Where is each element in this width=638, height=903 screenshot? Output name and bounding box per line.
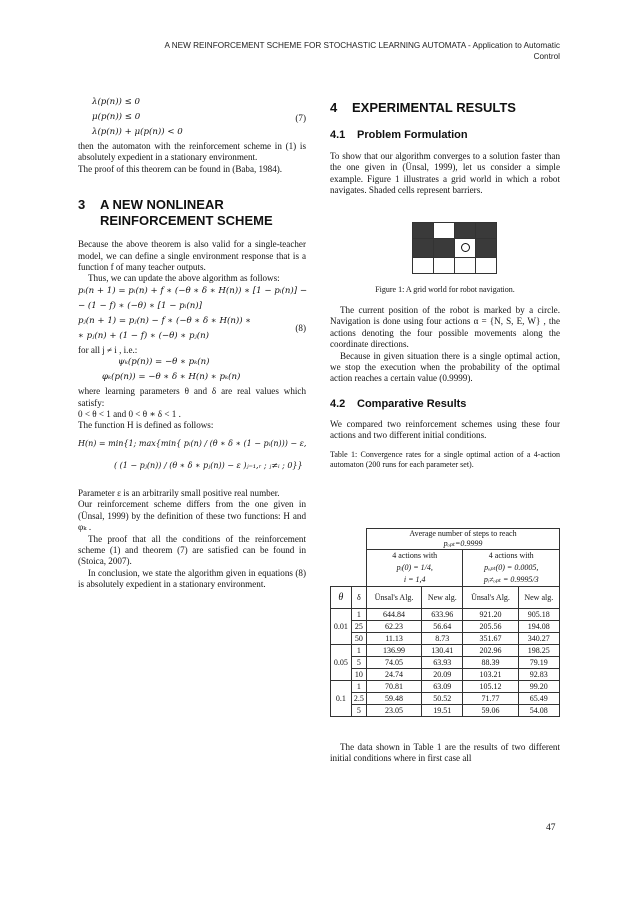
psi-equation: ψₖ(p(n)) = −θ ∗ pₖ(n) [118,357,210,368]
table-cell: 62.23 [367,621,422,633]
running-header [90,40,560,62]
table-cell: 644.84 [367,609,422,621]
table-top-header: Average number of steps to reach pₒₚₜ=0.9999 [367,529,560,550]
eq7-line1: λ(p(n)) ≤ 0 [92,97,141,107]
paragraph: To show that our algorithm converges to a solution faster than the one given in (Ünsal, 1999), let us consider a simple example. Figure 1 illustrates a grid world in which a robot navigates. Shaded cells represent barriers. [330,151,560,196]
eq7-line2: μ(p(n)) ≤ 0 [92,112,141,122]
page-number: 47 [546,823,556,833]
paragraph: where learning parameters θ and δ are real values which satisfy: [78,386,306,408]
section-number: 3 [78,197,86,213]
h-definition [78,432,306,488]
table-cell: 1 [351,681,366,693]
subsection-number: 4.2 [330,397,346,410]
section-number: 4 [330,100,338,115]
paragraph: Because in given situation there is a single optimal action, we stop the execution when the probability of the optimal action reaches a certain value (0.9999). [330,350,560,384]
table-cell: 63.09 [422,681,463,693]
right-column-end [330,742,560,765]
table-cell: 5 [351,705,366,717]
equation-7 [78,96,306,141]
paragraph: The data shown in Table 1 are the results of two different initial conditions where in first case all [330,742,560,764]
table-cell: 1 [351,645,366,657]
free-cell [434,258,455,274]
paragraph: Our reinforcement scheme differs from the one given in (Ünsal, 1999) by the definition of these two functions: H and φₖ . [78,499,306,533]
paragraph: Because the above theorem is also valid for a single-teacher model, we can define a single environment response that is a function f of many teacher outputs. [78,239,306,273]
table-cell: 11.13 [367,633,422,645]
barrier-cell [413,239,434,258]
subsection-title: Comparative Results [357,397,467,410]
table-cell: 202.96 [463,645,518,657]
section-title: REINFORCEMENT SCHEME [100,213,273,229]
table-cell: 205.56 [463,621,518,633]
eq7-number: (7) [295,113,306,123]
table-cell: 103.21 [463,669,518,681]
table-cell: 5 [351,657,366,669]
free-cell [413,258,434,274]
free-cell [476,258,497,274]
eq8-number: (8) [295,322,306,333]
barrier-cell [476,239,497,258]
unsal-header: Ünsal's Alg. [367,587,422,609]
table-cell: 351.67 [463,633,518,645]
table-cell: 59.06 [463,705,518,717]
subsection-title: Problem Formulation [357,129,468,141]
right-column [330,96,560,197]
paragraph: In conclusion, we state the algorithm given in equations (8) is absolutely expedient in a stationary environment. [78,567,306,590]
table-cell: 25 [351,621,366,633]
paragraph: for all j ≠ i , i.e.: [78,344,138,355]
table-cell: 79.19 [518,657,559,669]
table-cell: 92.83 [518,669,559,681]
robot-circle-icon [461,243,470,252]
eq8-line1: pᵢ(n + 1) = pᵢ(n) + f ∗ (−θ ∗ δ ∗ H(n)) ∗ [1 − pᵢ(n)] − [78,285,308,296]
table-caption: Table 1: Convergence rates for a single optimal action of a 4-action automaton (200 runs for each parameter set). [330,449,560,469]
paragraph: The proof that all the conditions of the reinforcement scheme (1) and theorem (7) are satisfied can be found in (Stoica, 2007). [78,533,306,567]
table-cell: 50.52 [422,693,463,705]
paragraph: Thus, we can update the above algorithm as follows: [88,273,280,284]
condition-1-header: 4 actions with pᵢ(0) = 1/4, i = 1,4 [367,550,463,587]
table-cell: 1 [351,609,366,621]
paragraph: We compared two reinforcement schemes using these four actions and two different initial conditions. [330,418,560,441]
section-title: A NEW NONLINEAR [100,197,224,213]
grid-world-figure [412,222,497,274]
results-table [330,528,560,717]
delta-header: δ [351,587,366,609]
eq8-line4: ∗ pⱼ(n) + (1 − f) ∗ (−θ) ∗ pⱼ(n) [78,330,209,341]
unsal-header: Ünsal's Alg. [463,587,518,609]
running-header-line2: Control [533,52,560,61]
right-column-cont [330,305,560,470]
figure-caption: Figure 1: A grid world for robot navigation. [375,285,515,294]
eq8-line3: pⱼ(n + 1) = pⱼ(n) − f ∗ (−θ ∗ δ ∗ H(n)) ∗ [78,315,252,326]
subsection-number: 4.1 [330,129,346,141]
table-cell: 8.73 [422,633,463,645]
table-cell: 63.93 [422,657,463,669]
subsection-heading-4-1 [330,128,560,142]
table-cell: 70.81 [367,681,422,693]
table-cell: 905.18 [518,609,559,621]
free-cell [434,223,455,239]
theta-value: 0.05 [331,645,352,681]
paragraph: The current position of the robot is marked by a circle. Navigation is done using four actions α = {N, S, E, W} , the actions denoting the four possible movements along the coordinate directions. [330,305,560,350]
table-cell: 74.05 [367,657,422,669]
barrier-cell [434,239,455,258]
table-cell: 59.48 [367,693,422,705]
barrier-cell [413,223,434,239]
eq8-line2: − (1 − f) ∗ (−θ) ∗ [1 − pᵢ(n)] [78,300,202,311]
table-cell: 10 [351,669,366,681]
table-cell: 2.5 [351,693,366,705]
robot-cell [455,239,476,258]
paragraph: The function H is defined as follows: [78,420,214,431]
theta-value: 0.1 [331,681,352,717]
running-header-line1: A NEW REINFORCEMENT SCHEME FOR STOCHASTIC LEARNING AUTOMATA - Application to Automatic [164,41,560,50]
table-cell: 136.99 [367,645,422,657]
table-cell: 88.39 [463,657,518,669]
paragraph: Parameter ε is an arbitrarily small positive real number. [78,487,280,498]
table-cell: 198.25 [518,645,559,657]
table-cell: 54.08 [518,705,559,717]
h-line1: H(n) = min{1; max{min{ pᵢ(n) / (θ ∗ δ ∗ (1 − pᵢ(n))) − ε, [78,438,307,448]
eq7-line3: λ(p(n)) + μ(p(n)) < 0 [92,127,183,137]
table-cell: 23.05 [367,705,422,717]
section-title: EXPERIMENTAL RESULTS [352,100,516,115]
table-cell: 99.20 [518,681,559,693]
table-cell: 19.51 [422,705,463,717]
table-cell: 71.77 [463,693,518,705]
condition-2-header: 4 actions with pₒₚₜ(0) = 0.0005, pᵢ≠ₒₚₜ = 0.9995/3 [463,550,560,587]
left-column [78,96,306,591]
paragraph: The proof of this theorem can be found in (Baba, 1984). [78,163,283,174]
table-cell: 130.41 [422,645,463,657]
barrier-cell [455,223,476,239]
table-cell: 24.74 [367,669,422,681]
equation-8 [78,285,306,345]
table-cell: 194.08 [518,621,559,633]
table-cell: 340.27 [518,633,559,645]
section-heading-4 [330,100,560,116]
table-cell: 56.64 [422,621,463,633]
table-cell: 105.12 [463,681,518,693]
barrier-cell [476,223,497,239]
theta-header: θ [331,587,352,609]
theta-value: 0.01 [331,609,352,645]
table-cell: 65.49 [518,693,559,705]
section-heading-3 [78,197,306,229]
free-cell [455,258,476,274]
table-cell: 50 [351,633,366,645]
new-header: New alg. [518,587,559,609]
table-cell: 633.96 [422,609,463,621]
phi-equation: φₖ(p(n)) = −θ ∗ δ ∗ H(n) ∗ pₖ(n) [102,372,241,383]
table-cell: 20.09 [422,669,463,681]
paragraph: then the automaton with the reinforcement scheme in (1) is absolutely expedient in a stationary environment. [78,141,306,163]
new-header: New alg. [422,587,463,609]
paragraph: 0 < θ < 1 and 0 < θ ∗ δ < 1 . [78,409,181,420]
table-cell: 921.20 [463,609,518,621]
h-line2: ( (1 − pⱼ(n)) / (θ ∗ δ ∗ pⱼ(n)) − ε )ⱼ₌₁,ᵣ ; ⱼ≠ᵢ ; 0}} [114,460,303,470]
subsection-heading-4-2 [330,397,560,411]
